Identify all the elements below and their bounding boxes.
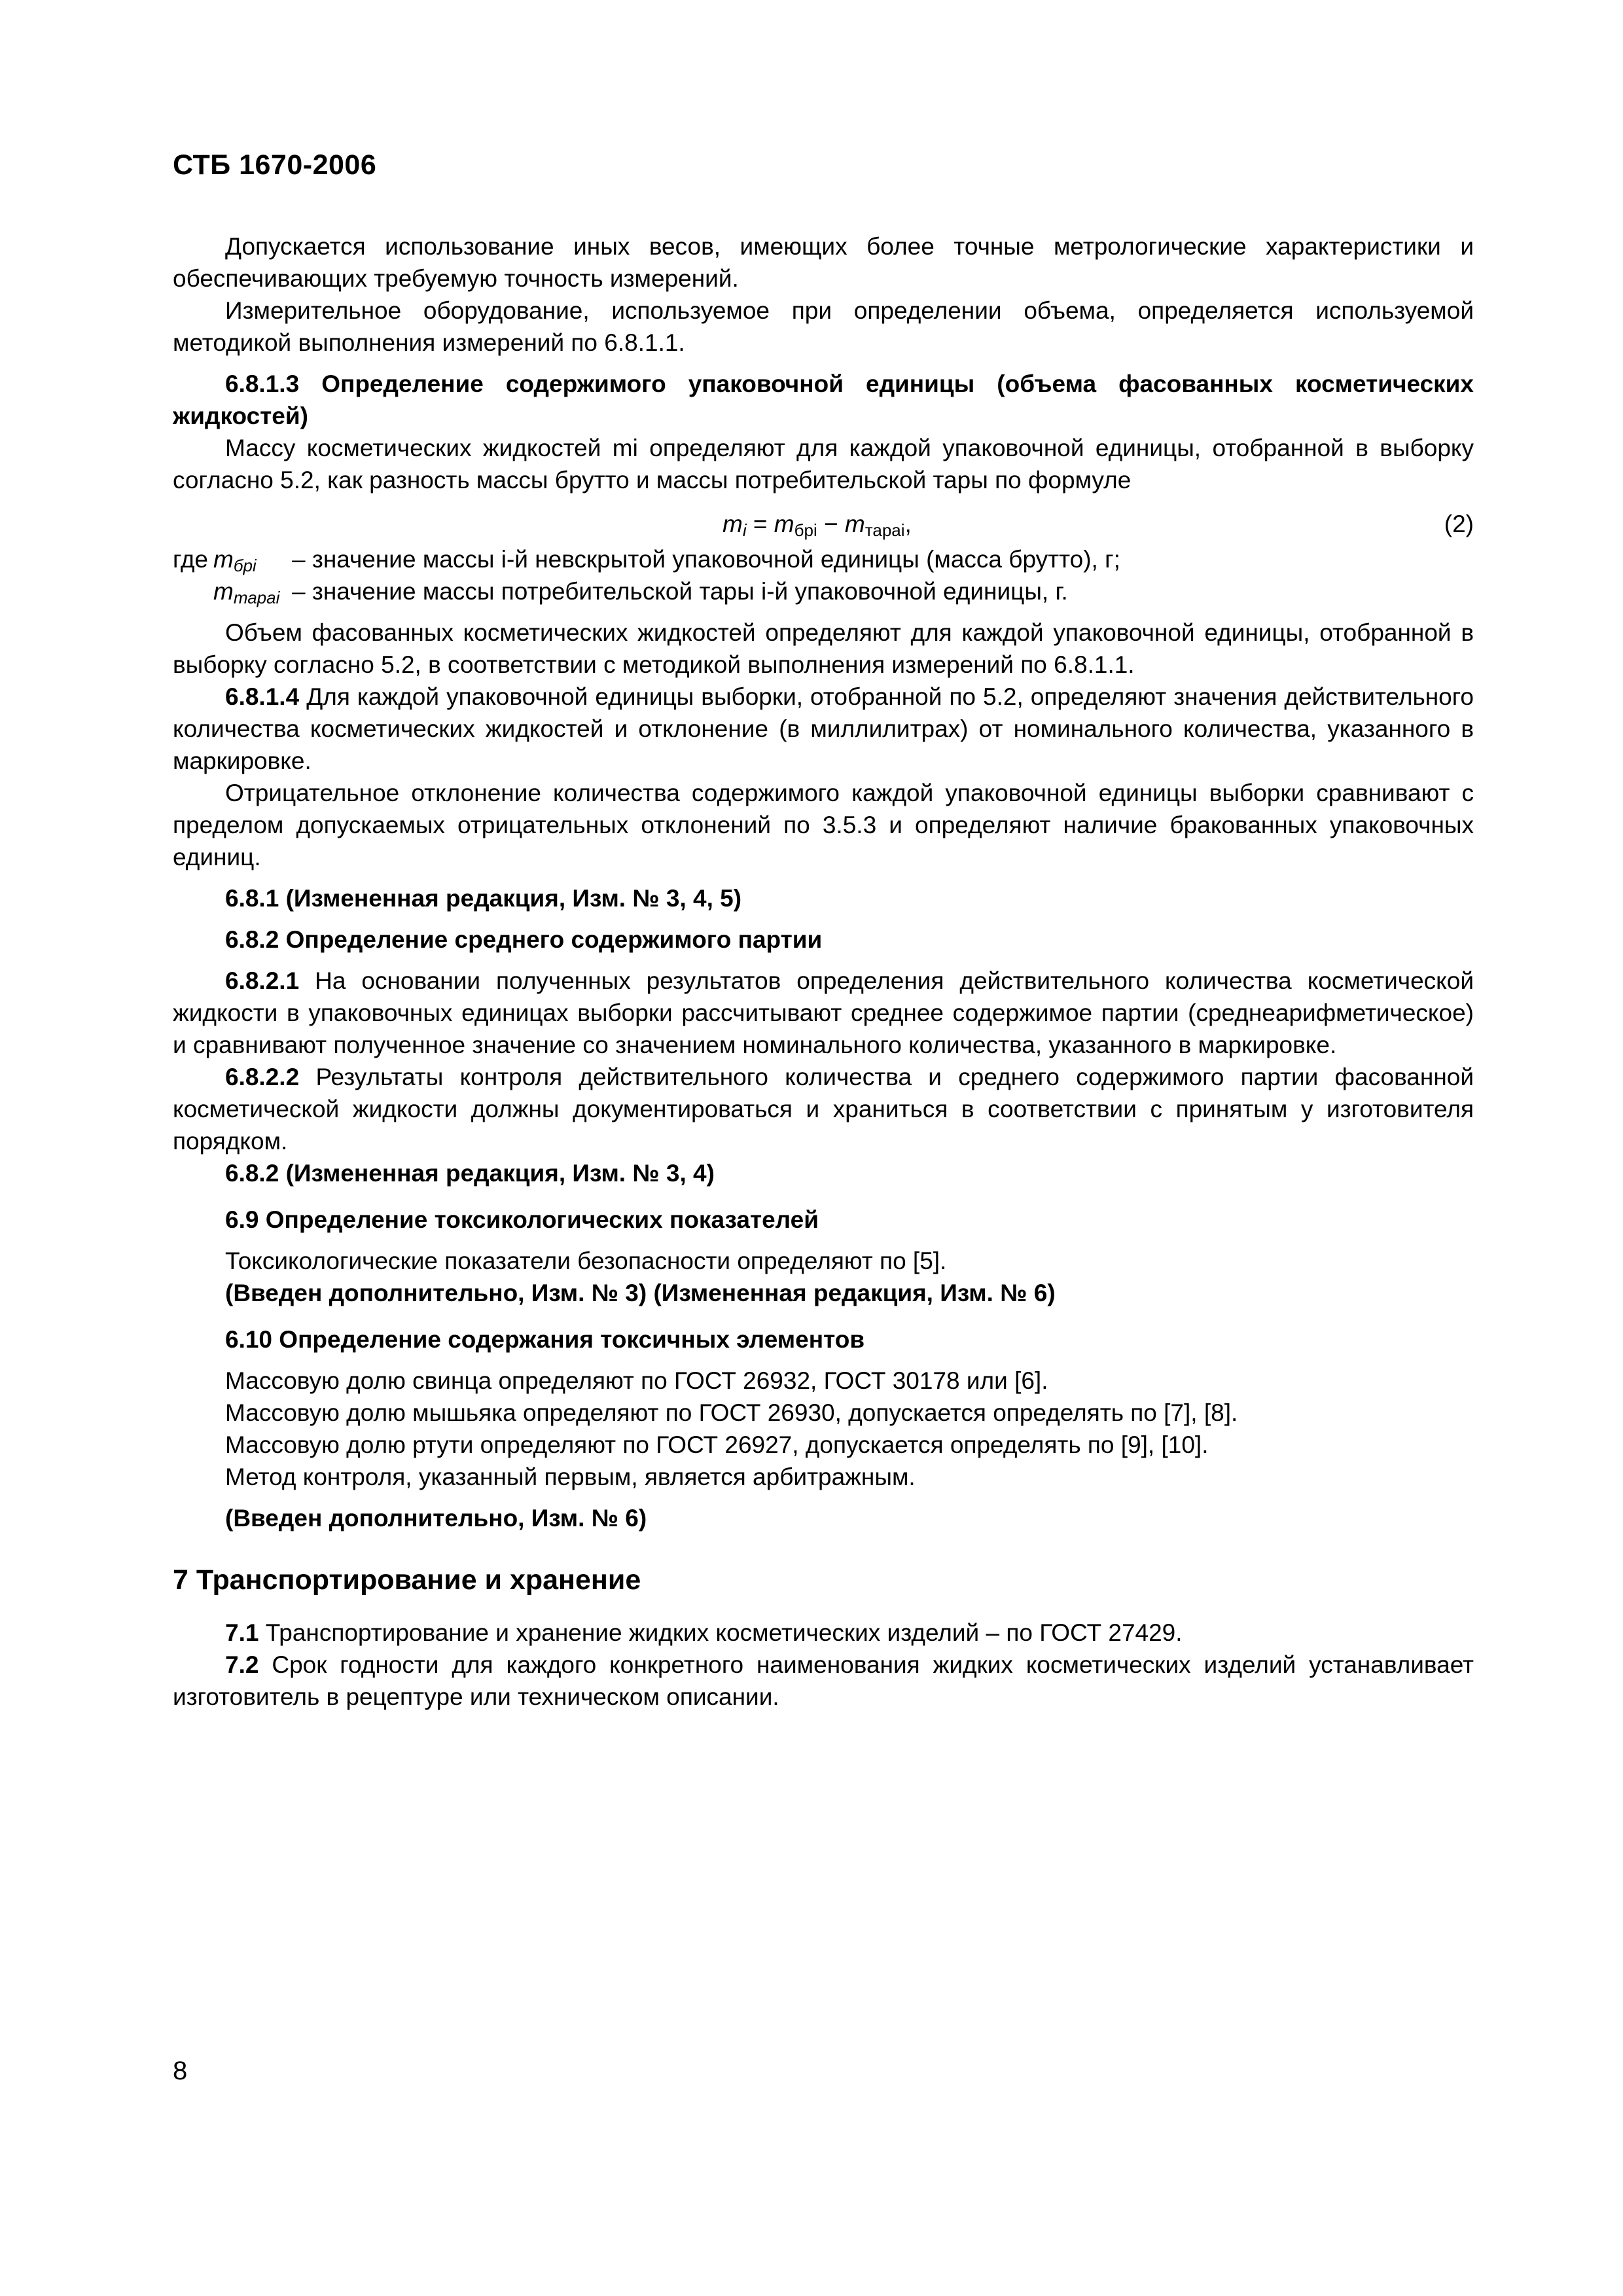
amendment-note: 6.8.1 (Измененная редакция, Изм. № 3, 4, 5) — [225, 885, 742, 912]
paragraph: Токсикологические показатели безопасности определяют по [5]. — [225, 1247, 947, 1274]
section-number: 7.2 — [225, 1651, 259, 1678]
paragraph: Массовую долю свинца определяют по ГОСТ 26932, ГОСТ 30178 или [6]. — [225, 1367, 1048, 1394]
paragraph: Массовую долю ртути определяют по ГОСТ 26927, допускается определять по [9], [10]. — [225, 1431, 1209, 1458]
where-text: – значение массы потребительской тары i-й упаковочной единицы, г. — [292, 578, 1068, 605]
where-label: где — [173, 546, 209, 573]
section-6814 — [173, 681, 1474, 777]
document-body — [173, 230, 1474, 1713]
section-6822 — [173, 1061, 1474, 1157]
section-title: Определение содержимого упаковочной единицы (объема фасованных косметических жидкостей) — [173, 370, 1474, 429]
paragraph: Отрицательное отклонение количества содержимого каждой упаковочной единицы выборки сравнивают с пределом допускаемых отрицательных отклонений по 3.5.3 и определяют наличие бракованных упаковочных единиц. — [173, 780, 1474, 870]
chapter-7-heading: 7 Транспортирование и хранение — [173, 1564, 641, 1596]
paragraph: Допускается использование иных весов, имеющих более точные метрологические характеристики и обеспечивающих требуемую точность измерений. — [173, 233, 1474, 292]
where-symbol: $m_{тараi}$ — [213, 578, 280, 607]
section-number: 7.1 — [225, 1619, 259, 1646]
section-number: 6.8.2.2 — [225, 1064, 300, 1090]
document-code: СТБ 1670-2006 — [173, 149, 377, 181]
where-line-2 — [173, 575, 1474, 607]
section-number: 6.8.1.4 — [225, 683, 300, 710]
paragraph-text: Результаты контроля действительного количества и среднего содержимого партии фасованной косметической жидкости должны документироваться и храниться в соответствии с принятым у изготовителя порядком. — [173, 1064, 1474, 1155]
section-69-title: 6.9 Определение токсикологических показателей — [225, 1206, 819, 1233]
section-72 — [173, 1649, 1474, 1713]
paragraph-text: Срок годности для каждого конкретного наименования жидких косметических изделий устанавливает изготовитель в рецептуре или техническом описании. — [173, 1651, 1474, 1710]
section-number: 6.8.2.1 — [225, 967, 300, 994]
formula-expression: $m_i = m_{брi} - m_{тараi}$, — [722, 511, 912, 540]
paragraph: Массовую долю мышьяка определяют по ГОСТ 26930, допускается определять по [7], [8]. — [225, 1399, 1238, 1426]
section-71 — [173, 1617, 1474, 1649]
section-6813 — [173, 368, 1474, 432]
section-682-title: 6.8.2 Определение среднего содержимого партии — [225, 926, 823, 953]
paragraph-text: Для каждой упаковочной единицы выборки, отобранной по 5.2, определяют значения действительного количества косметических жидкостей и отклонение (в миллилитрах) от номинального количества, указанного в маркировке. — [173, 683, 1474, 774]
paragraph: Массу косметических жидкостей mi определяют для каждой упаковочной единицы, отобранной в выборку согласно 5.2, как разность массы брутто и массы потребительской тары по формуле — [173, 435, 1474, 493]
paragraph: Объем фасованных косметических жидкостей определяют для каждой упаковочной единицы, отобранной в выборку согласно 5.2, в соответствии с методикой выполнения измерений по 6.8.1.1. — [173, 619, 1474, 678]
formula-number: (2) — [1444, 511, 1474, 537]
paragraph-text: На основании полученных результатов определения действительного количества косметической жидкости в упаковочных единицах выборки рассчитывают среднее содержимое партии (среднеарифметическое) и сравнивают полученное значение со значением номинального количества, указанного в маркировке. — [173, 967, 1474, 1058]
page-number: 8 — [173, 2056, 188, 2085]
section-610-title: 6.10 Определение содержания токсичных элементов — [225, 1326, 865, 1353]
paragraph: Измерительное оборудование, используемое при определении объема, определяется используемой методикой выполнения измерений по 6.8.1.1. — [173, 297, 1474, 356]
formula-2 — [173, 505, 1474, 543]
where-text: – значение массы i-й невскрытой упаковочной единицы (масса брутто), г; — [292, 546, 1120, 573]
amendment-note: (Введен дополнительно, Изм. № 3) (Измененная редакция, Изм. № 6) — [225, 1280, 1056, 1306]
paragraph-text: Транспортирование и хранение жидких косметических изделий – по ГОСТ 27429. — [265, 1619, 1183, 1646]
where-line-1 — [173, 543, 1474, 575]
amendment-note: (Введен дополнительно, Изм. № 6) — [225, 1505, 647, 1532]
section-6821 — [173, 965, 1474, 1061]
section-number: 6.8.1.3 — [225, 370, 300, 397]
amendment-note: 6.8.2 (Измененная редакция, Изм. № 3, 4) — [225, 1160, 715, 1187]
paragraph: Метод контроля, указанный первым, является арбитражным. — [225, 1463, 916, 1490]
where-symbol: $m_{брi}$ — [213, 546, 257, 575]
